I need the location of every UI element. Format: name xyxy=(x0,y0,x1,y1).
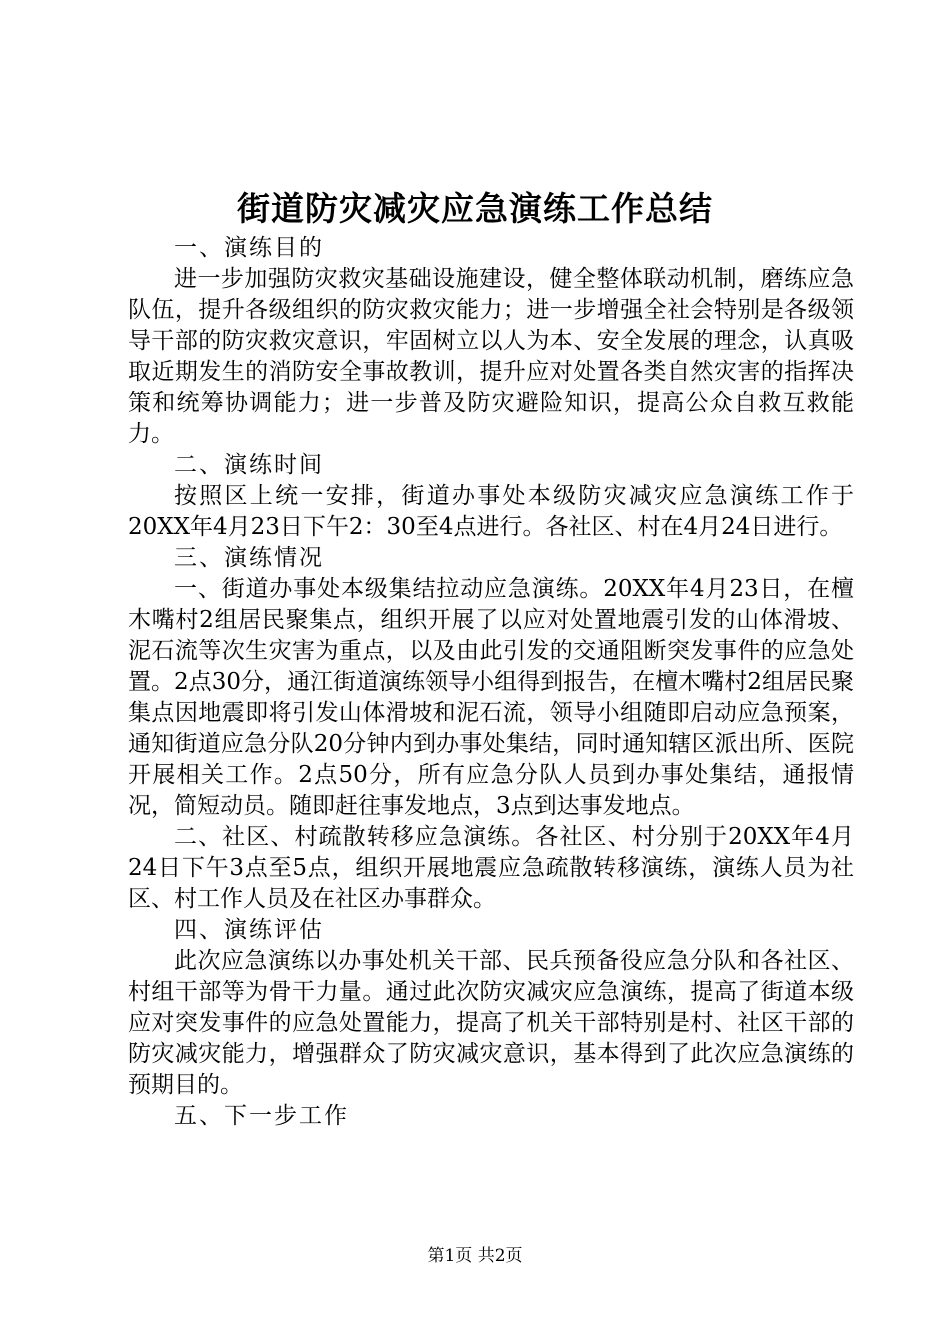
document-body xyxy=(128,233,854,1132)
paragraph-evaluation: 此次应急演练以办事处机关干部、民兵预备役应急分队和各社区、村组干部等为骨干力量。通过此次防灾减灾应急演练，提高了街道本级应对突发事件的应急处置能力，提高了机关干部特别是村、社区干部的防灾减灾能力，增强群众了防灾减灾意识，基本得到了此次应急演练的预期目的。 xyxy=(128,948,854,1098)
paragraph-purpose: 进一步加强防灾救灾基础设施建设，健全整体联动机制，磨练应急队伍，提升各级组织的防灾救灾能力；进一步增强全社会特别是各级领导干部的防灾救灾意识，牢固树立以人为本、安全发展的理念，认真吸取近期发生的消防安全事故教训，提升应对处置各类自然灾害的指挥决策和统筹协调能力；进一步普及防灾避险知识，提高公众自救互救能力。 xyxy=(128,266,854,447)
paragraph-community-drill: 二、社区、村疏散转移应急演练。各社区、村分别于20XX年4月24日下午3点至5点，组织开展地震应急疏散转移演练，演练人员为社区、村工作人员及在社区办事群众。 xyxy=(128,824,854,912)
section-heading-next-steps: 五、下一步工作 xyxy=(174,1103,349,1129)
section-heading-purpose: 一、演练目的 xyxy=(174,235,324,261)
paragraph-time: 按照区上统一安排，街道办事处本级防灾减灾应急演练工作于20XX年4月23日下午2：30至4点进行。各社区、村在4月24日进行。 xyxy=(128,483,854,540)
section-heading-situation: 三、演练情况 xyxy=(174,545,324,571)
section-heading-evaluation: 四、演练评估 xyxy=(174,917,324,943)
document-title: 街道防灾减灾应急演练工作总结 xyxy=(237,189,713,228)
page-number-footer: 第1页 共2页 xyxy=(427,1246,523,1266)
section-heading-time: 二、演练时间 xyxy=(174,452,324,478)
paragraph-street-drill: 一、街道办事处本级集结拉动应急演练。20XX年4月23日，在檀木嘴村2组居民聚集点，组织开展了以应对处置地震引发的山体滑坡、泥石流等次生灾害为重点，以及由此引发的交通阻断突发事件的应急处置。2点30分，通江街道演练领导小组得到报告，在檀木嘴村2组居民聚集点因地震即将引发山体滑坡和泥石流，领导小组随即启动应急预案，通知街道应急分队20分钟内到办事处集结，同时通知辖区派出所、医院开展相关工作。2点50分，所有应急分队人员到办事处集结，通报情况，简短动员。随即赶往事发地点，3点到达事发地点。 xyxy=(128,576,854,819)
